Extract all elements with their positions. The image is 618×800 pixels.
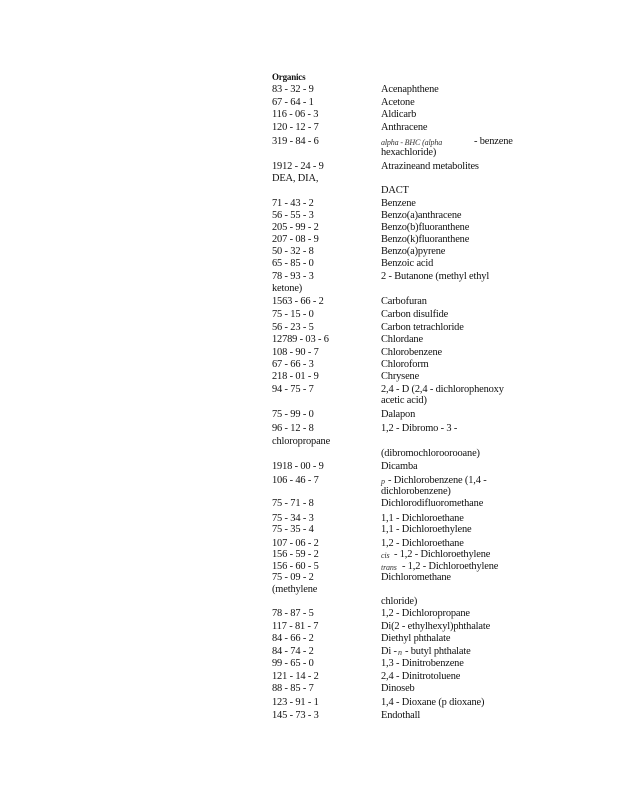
chemical-name: Aldicarb xyxy=(381,109,417,120)
cas-number: 1918 - 00 - 9 xyxy=(272,461,324,472)
cas-number: 123 - 91 - 1 xyxy=(272,697,319,708)
cas-number: 75 - 15 - 0 xyxy=(272,309,314,320)
chemical-name: Chrysene xyxy=(381,371,420,382)
chemical-name: Carbon tetrachloride xyxy=(381,322,464,333)
chemical-name: 1,1 - Dichloroethylene xyxy=(381,524,472,535)
cas-number: 108 - 90 - 7 xyxy=(272,347,319,358)
section-title: Organics xyxy=(272,72,306,82)
cas-number: 107 - 06 - 2 xyxy=(272,538,319,549)
chemical-name-continued: (dibromochloroorooane) xyxy=(381,448,480,459)
chemical-name: - Dichlorobenzene (1,4 - xyxy=(388,475,487,486)
cas-number: 117 - 81 - 7 xyxy=(272,621,319,632)
cas-number: 1912 - 24 - 9 xyxy=(272,161,324,172)
chemical-name: Endothall xyxy=(381,710,421,721)
cas-number: 67 - 66 - 3 xyxy=(272,359,314,370)
cas-number: 205 - 99 - 2 xyxy=(272,222,319,233)
chemical-name-prefix: trans xyxy=(381,563,397,572)
cas-number: 106 - 46 - 7 xyxy=(272,475,319,486)
cas-number: 94 - 75 - 7 xyxy=(272,384,314,395)
chemical-name: - butyl phthalate xyxy=(405,646,471,657)
cas-number: 319 - 84 - 6 xyxy=(272,136,319,147)
cas-number: 156 - 59 - 2 xyxy=(272,549,319,560)
cas-number: 50 - 32 - 8 xyxy=(272,246,314,257)
chemical-name: Dichlorodifluoromethane xyxy=(381,498,484,509)
cas-number: 78 - 87 - 5 xyxy=(272,608,314,619)
chemical-name: Chlorobenzene xyxy=(381,347,442,358)
chemical-name: - benzene xyxy=(474,136,513,147)
chemical-name: Dichloromethane xyxy=(381,572,451,583)
cas-number: 75 - 09 - 2 xyxy=(272,572,314,583)
chemical-name: Benzo(k)fluoranthene xyxy=(381,234,470,245)
chemical-name: Benzo(b)fluoranthene xyxy=(381,222,470,233)
chemical-name-prefix: Di - xyxy=(381,646,397,657)
chemical-name-prefix: cis xyxy=(381,551,390,560)
chemical-name: Atrazineand metabolites xyxy=(381,161,479,172)
chemical-name: Anthracene xyxy=(381,122,428,133)
cas-number: 56 - 55 - 3 xyxy=(272,210,314,221)
cas-number: 207 - 08 - 9 xyxy=(272,234,319,245)
cas-number: 67 - 64 - 1 xyxy=(272,97,314,108)
cas-number: 84 - 66 - 2 xyxy=(272,633,314,644)
chemical-name-continued: DACT xyxy=(381,185,409,196)
chemical-name-italic: n xyxy=(398,648,402,657)
cas-number: 99 - 65 - 0 xyxy=(272,658,314,669)
cas-number: 12789 - 03 - 6 xyxy=(272,334,329,345)
cas-number: 65 - 85 - 0 xyxy=(272,258,314,269)
chemical-name: Carbon disulfide xyxy=(381,309,449,320)
chemical-name: 1,3 - Dinitrobenzene xyxy=(381,658,464,669)
chemical-name-continued: chloride) xyxy=(381,596,418,607)
chemical-name-wrap: DEA, DIA, xyxy=(272,173,319,184)
cas-number: 75 - 34 - 3 xyxy=(272,513,314,524)
chemical-name: 1,2 - Dibromo - 3 - xyxy=(381,423,458,434)
cas-number: 218 - 01 - 9 xyxy=(272,371,319,382)
cas-number: 1563 - 66 - 2 xyxy=(272,296,324,307)
chemical-name: Acenaphthene xyxy=(381,84,439,95)
chemical-name: Benzo(a)anthracene xyxy=(381,210,462,221)
chemical-name: Benzo(a)pyrene xyxy=(381,246,446,257)
chemical-name-prefix: alpha - BHC (alpha xyxy=(381,138,443,147)
chemical-name: - 1,2 - Dichloroethylene xyxy=(394,549,491,560)
chemical-name: Dalapon xyxy=(381,409,416,420)
chemical-name: Diethyl phthalate xyxy=(381,633,451,644)
cas-number: 75 - 99 - 0 xyxy=(272,409,314,420)
chemical-name: Dinoseb xyxy=(381,683,415,694)
chemical-name: Chlordane xyxy=(381,334,423,345)
cas-number: 120 - 12 - 7 xyxy=(272,122,319,133)
chemical-name: 1,2 - Dichloropropane xyxy=(381,608,470,619)
cas-number: 78 - 93 - 3 xyxy=(272,271,314,282)
chemical-name: 2,4 - Dinitrotoluene xyxy=(381,671,461,682)
cas-number: 56 - 23 - 5 xyxy=(272,322,314,333)
chemical-name: 2 - Butanone (methyl ethyl xyxy=(381,271,490,282)
cas-number: 116 - 06 - 3 xyxy=(272,109,319,120)
chemical-name-continued: acetic acid) xyxy=(381,395,427,406)
cas-number: 71 - 43 - 2 xyxy=(272,198,314,209)
cas-number: 75 - 71 - 8 xyxy=(272,498,314,509)
chemical-name-continued: hexachloride) xyxy=(381,147,437,158)
cas-number: 84 - 74 - 2 xyxy=(272,646,314,657)
chemical-name: 1,2 - Dichloroethane xyxy=(381,538,464,549)
chemical-name-wrap: (methylene xyxy=(272,584,318,595)
cas-number: 83 - 32 - 9 xyxy=(272,84,314,95)
chemical-name: Dicamba xyxy=(381,461,418,472)
chemical-name: Di(2 - ethylhexyl)phthalate xyxy=(381,621,491,632)
chemical-name-continued: dichlorobenzene) xyxy=(381,486,451,497)
chemical-name: - 1,2 - Dichloroethylene xyxy=(402,561,499,572)
cas-number: 156 - 60 - 5 xyxy=(272,561,319,572)
chemical-name: 2,4 - D (2,4 - dichlorophenoxy xyxy=(381,384,504,395)
cas-number: 96 - 12 - 8 xyxy=(272,423,314,434)
chemical-name: 1,1 - Dichloroethane xyxy=(381,513,464,524)
cas-number: 88 - 85 - 7 xyxy=(272,683,314,694)
cas-number: 145 - 73 - 3 xyxy=(272,710,319,721)
chemical-name: Carbofuran xyxy=(381,296,427,307)
chemical-name: 1,4 - Dioxane (p dioxane) xyxy=(381,697,485,708)
chemical-name: Acetone xyxy=(381,97,415,108)
chemical-name: Chloroform xyxy=(381,359,429,370)
chemical-name-wrap: chloropropane xyxy=(272,436,331,447)
chemical-name: Benzoic acid xyxy=(381,258,434,269)
chemical-name-prefix: p xyxy=(381,477,385,486)
chemical-name-wrap: ketone) xyxy=(272,283,303,294)
chemical-name: Benzene xyxy=(381,198,416,209)
cas-number: 75 - 35 - 4 xyxy=(272,524,314,535)
cas-number: 121 - 14 - 2 xyxy=(272,671,319,682)
